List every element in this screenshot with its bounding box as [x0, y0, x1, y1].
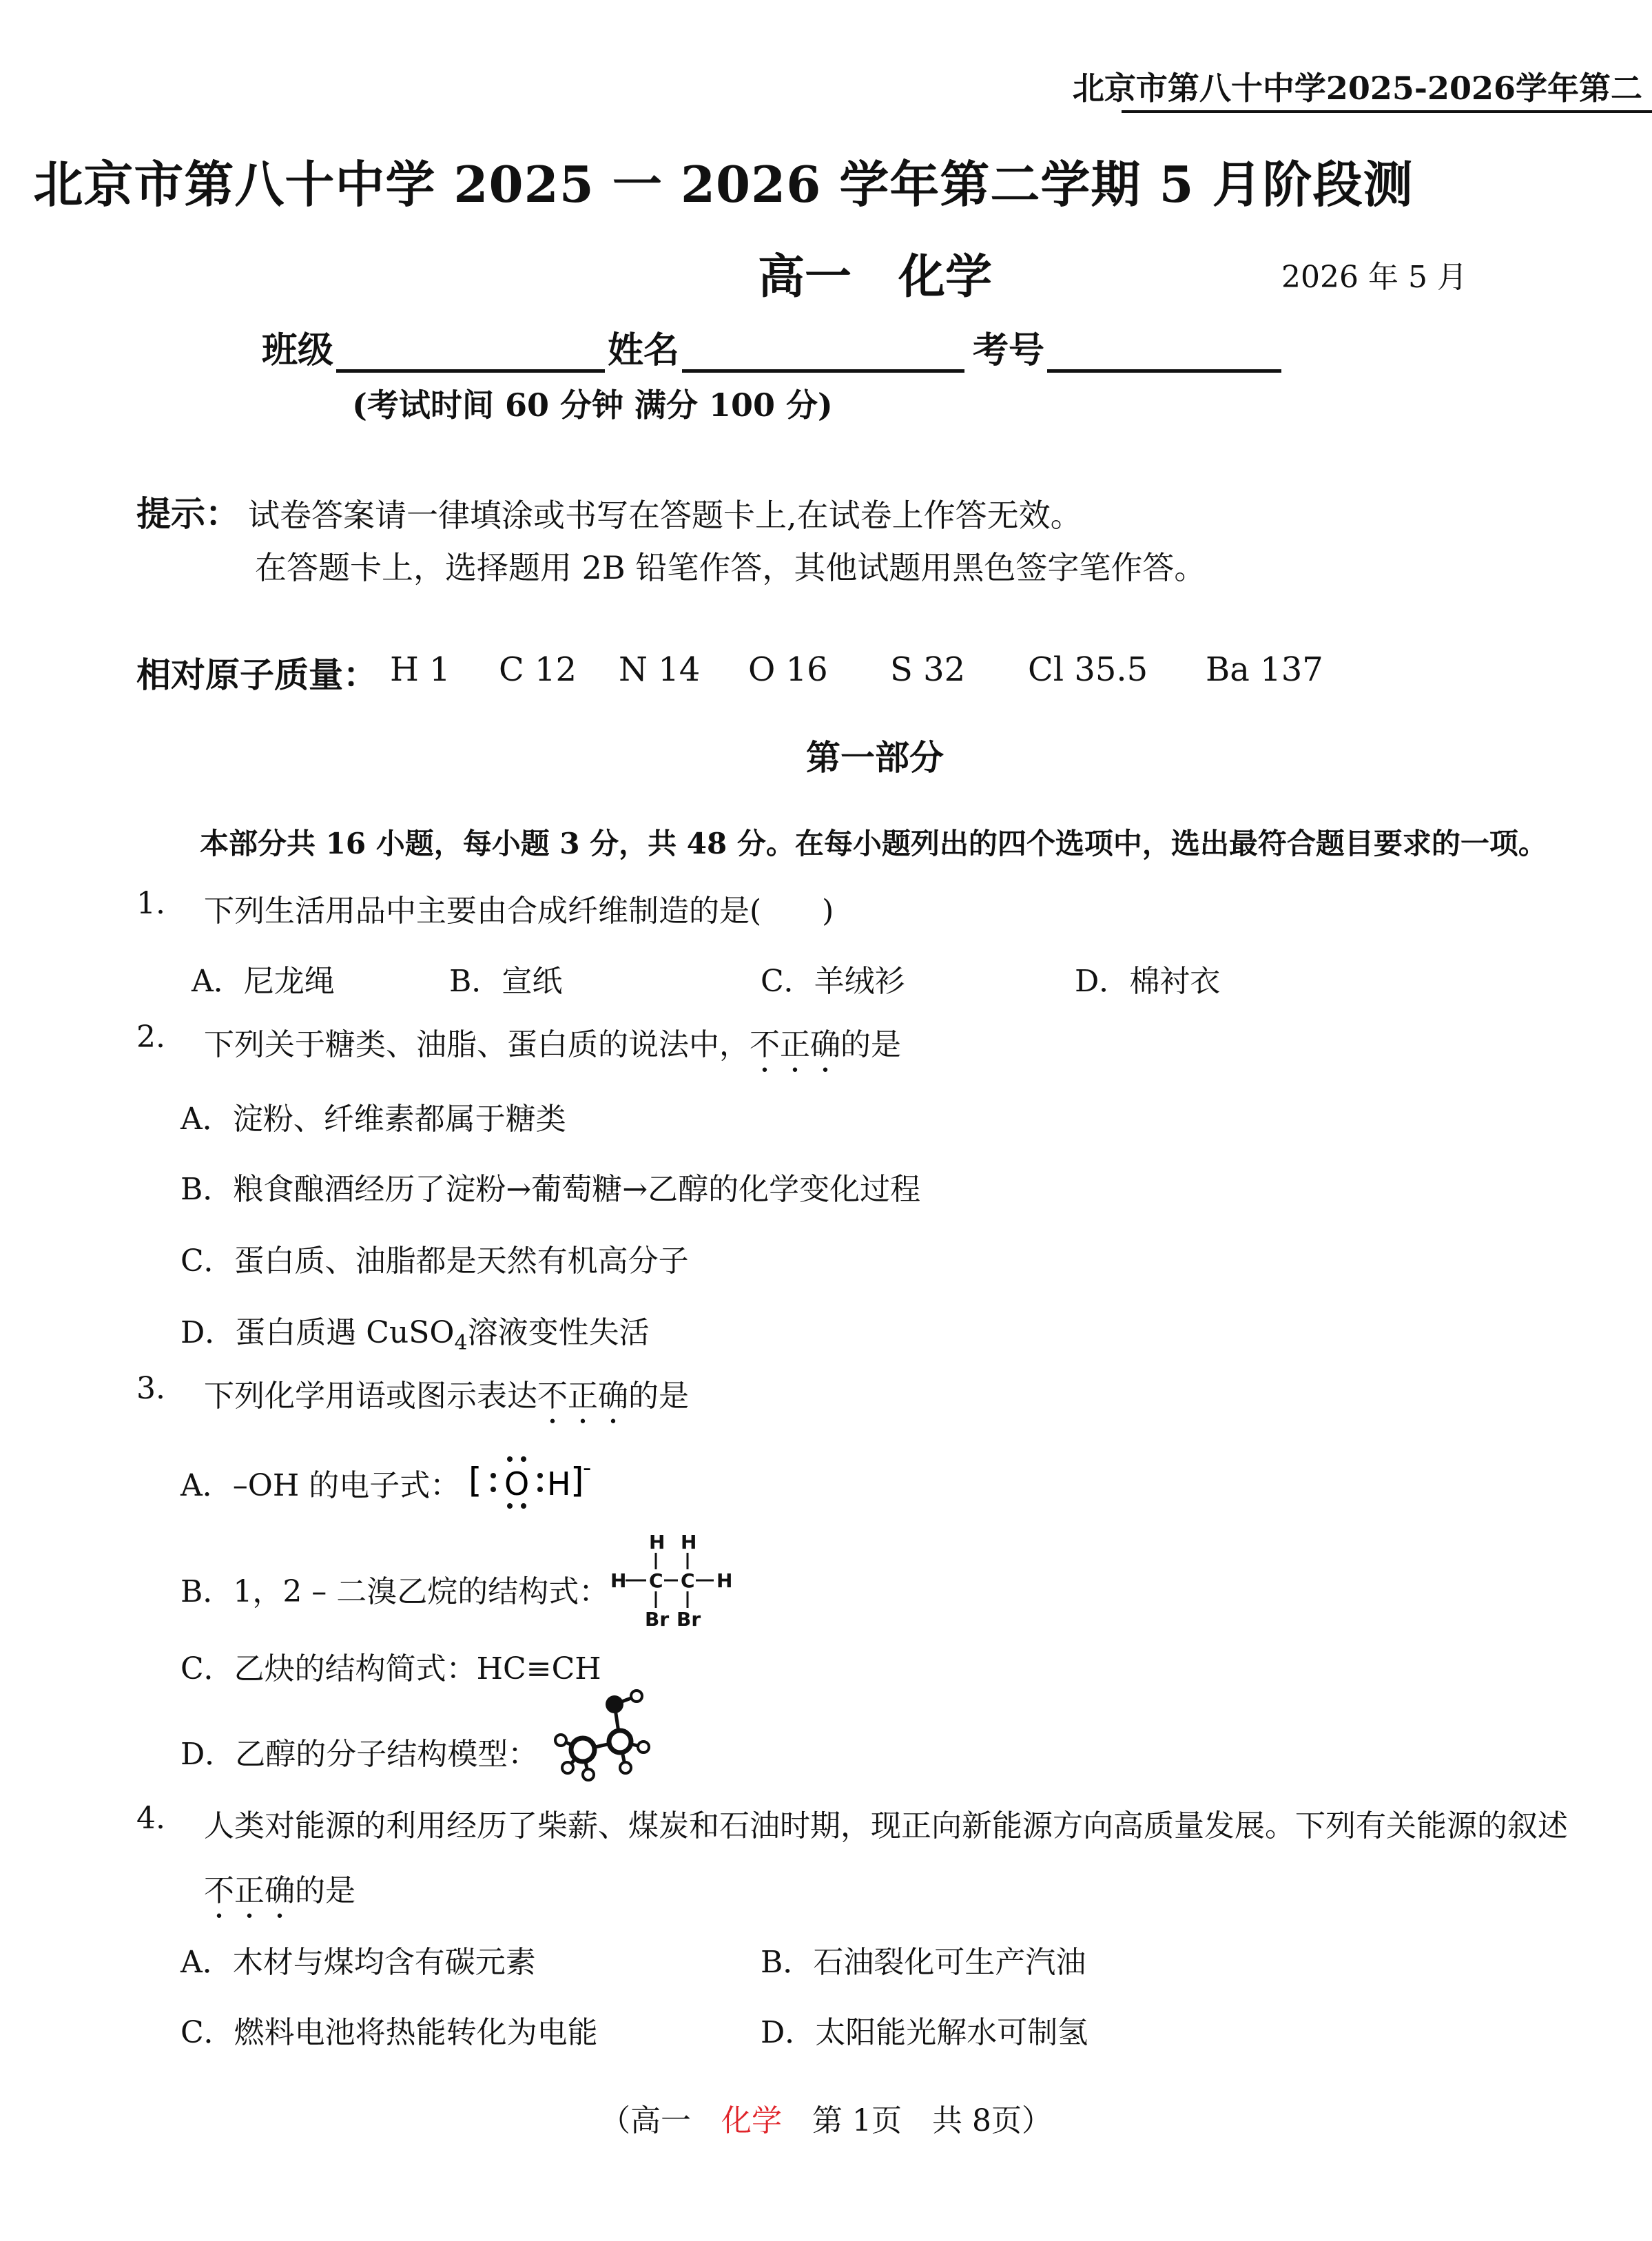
part-one-description: 本部分共 16 小题，每小题 3 分，共 48 分。在每小题列出的四个选项中，选出最符合题目要求的一项。	[200, 827, 1547, 860]
question-4-option-c[interactable]: C．燃料电池将热能转化为电能	[180, 2015, 598, 2050]
struct-h-right: H	[716, 1569, 733, 1592]
question-2-option-d-post: 溶液变性失活	[467, 1315, 650, 1350]
carbon-atom-2	[609, 1731, 631, 1753]
question-2-option-a[interactable]: A．淀粉、纤维素都属于糖类	[180, 1102, 566, 1137]
atomic-mass-ba: Ba 137	[1206, 650, 1323, 689]
question-4-number: 4.	[136, 1801, 165, 1836]
question-4-text-post: 的是	[295, 1873, 355, 1908]
question-2-number: 2.	[136, 1020, 165, 1055]
class-field	[262, 321, 605, 373]
class-label: 班级	[262, 329, 334, 371]
question-1-option-b[interactable]: B．宣纸	[449, 964, 563, 999]
atomic-mass-s: S 32	[890, 650, 966, 689]
carbon-atom-1	[571, 1738, 595, 1762]
question-4-text-line-2	[204, 1866, 355, 1925]
question-2-option-c[interactable]: C．蛋白质、油脂都是天然有机高分子	[180, 1243, 689, 1279]
question-3-option-d[interactable]: D．乙醇的分子结构模型：	[180, 1737, 539, 1772]
question-3-text-post: 的是	[628, 1378, 689, 1414]
question-1-number: 1.	[136, 886, 165, 921]
struct-c-1: C	[649, 1569, 663, 1592]
question-4-option-b[interactable]: B．石油裂化可生产汽油	[761, 1945, 1086, 1980]
atomic-mass-label: 相对原子质量：	[136, 654, 378, 695]
question-2-text	[204, 1020, 901, 1080]
exam-subtitle: 高一 化学	[758, 249, 993, 304]
atomic-mass-cl: Cl 35.5	[1028, 650, 1148, 689]
id-blank[interactable]	[1047, 328, 1281, 373]
footer-page: 第 1页 共 8页）	[782, 2103, 1052, 2138]
struct-h-top-2: H	[681, 1531, 697, 1553]
ethanol-ball-stick-model	[551, 1681, 675, 1784]
struct-c-2: C	[681, 1569, 695, 1592]
struct-br-1: Br	[645, 1608, 670, 1631]
question-2-option-d-subscript: 4	[454, 1330, 468, 1355]
exam-title: 北京市第八十中学 2025 一 2026 学年第二学期 5 月阶段测	[33, 155, 1414, 214]
bracket-left: [	[468, 1460, 482, 1500]
question-4-text-line-1: 人类对能源的利用经历了柴薪、煤炭和石油时期，现正向新能源方向高质量发展。下列有关能源的叙述	[204, 1808, 1568, 1844]
exam-info: (考试时间 60 分钟 满分 100 分)	[352, 386, 833, 424]
question-4-option-a[interactable]: A．木材与煤均含有碳元素	[180, 1945, 536, 1980]
header-rule	[1122, 110, 1652, 113]
atomic-mass-h: H 1	[390, 650, 451, 689]
tips-line-2: 在答题卡上，选择题用 2B 铅笔作答，其他试题用黑色签字笔作答。	[255, 549, 1206, 586]
question-3-option-b[interactable]: B．1，2 – 二溴乙烷的结构式：	[180, 1574, 610, 1609]
hydrogen-atom: H	[547, 1465, 571, 1502]
question-1-option-d[interactable]: D．棉衬衣	[1075, 964, 1221, 999]
running-header: 北京市第八十中学2025-2026学年第二	[1072, 70, 1642, 107]
question-1-option-a[interactable]: A．尼龙绳	[192, 964, 335, 999]
question-2-text-pre: 下列关于糖类、油脂、蛋白质的说法中，	[204, 1027, 750, 1062]
question-2-option-d-pre: D．蛋白质遇 CuSO	[180, 1315, 455, 1350]
atomic-mass-o: O 16	[748, 650, 828, 689]
atomic-mass-n: N 14	[619, 650, 701, 689]
dibromoethane-structure	[609, 1529, 733, 1633]
question-2-text-post: 的是	[840, 1027, 901, 1062]
oxygen-atom: O	[504, 1465, 530, 1502]
hydroxyl-electron-formula	[466, 1444, 597, 1513]
struct-h-top-1: H	[649, 1531, 665, 1553]
bracket-right: ]	[570, 1460, 584, 1500]
name-blank[interactable]	[682, 328, 964, 373]
question-2-option-b[interactable]: B．粮食酿酒经历了淀粉→葡萄糖→乙醇的化学变化过程	[180, 1172, 921, 1207]
question-3-option-a[interactable]: A．–OH 的电子式：	[180, 1468, 461, 1503]
tips-line-1: 试卷答案请一律填涂或书写在答题卡上,在试卷上作答无效。	[248, 497, 1082, 534]
question-3-number: 3.	[136, 1371, 165, 1406]
question-1-text: 下列生活用品中主要由合成纤维制造的是( )	[204, 894, 834, 929]
class-blank[interactable]	[336, 328, 605, 373]
negative-charge: -	[583, 1454, 592, 1482]
question-3-text-pre: 下列化学用语或图示表达	[204, 1378, 537, 1414]
id-label: 考号	[973, 329, 1045, 371]
question-3-emphasis: 不正确	[537, 1378, 628, 1414]
name-label: 姓名	[608, 329, 680, 371]
footer-subject: 化学	[721, 2103, 783, 2138]
tips-label: 提示：	[136, 493, 240, 534]
question-3-text	[204, 1371, 689, 1431]
question-4-emphasis: 不正确	[204, 1873, 295, 1908]
page-footer	[0, 2096, 1652, 2140]
question-3-option-c[interactable]: C．乙炔的结构简式：HC≡CH	[180, 1651, 601, 1686]
exam-date: 2026 年 5 月	[1281, 260, 1467, 295]
struct-br-2: Br	[677, 1608, 701, 1631]
oxygen-atom-model	[606, 1695, 623, 1713]
footer-pre: （高一	[600, 2103, 722, 2138]
atomic-mass-c: C 12	[499, 650, 577, 689]
struct-h-left: H	[610, 1569, 627, 1592]
id-field	[973, 321, 1281, 373]
question-1-option-c[interactable]: C．羊绒衫	[761, 964, 905, 999]
question-2-emphasis: 不正确	[750, 1027, 840, 1062]
question-2-option-d[interactable]	[180, 1308, 650, 1355]
question-4-option-d[interactable]: D．太阳能光解水可制氢	[761, 2015, 1088, 2050]
part-one-title: 第一部分	[806, 737, 944, 778]
name-field	[608, 321, 964, 373]
